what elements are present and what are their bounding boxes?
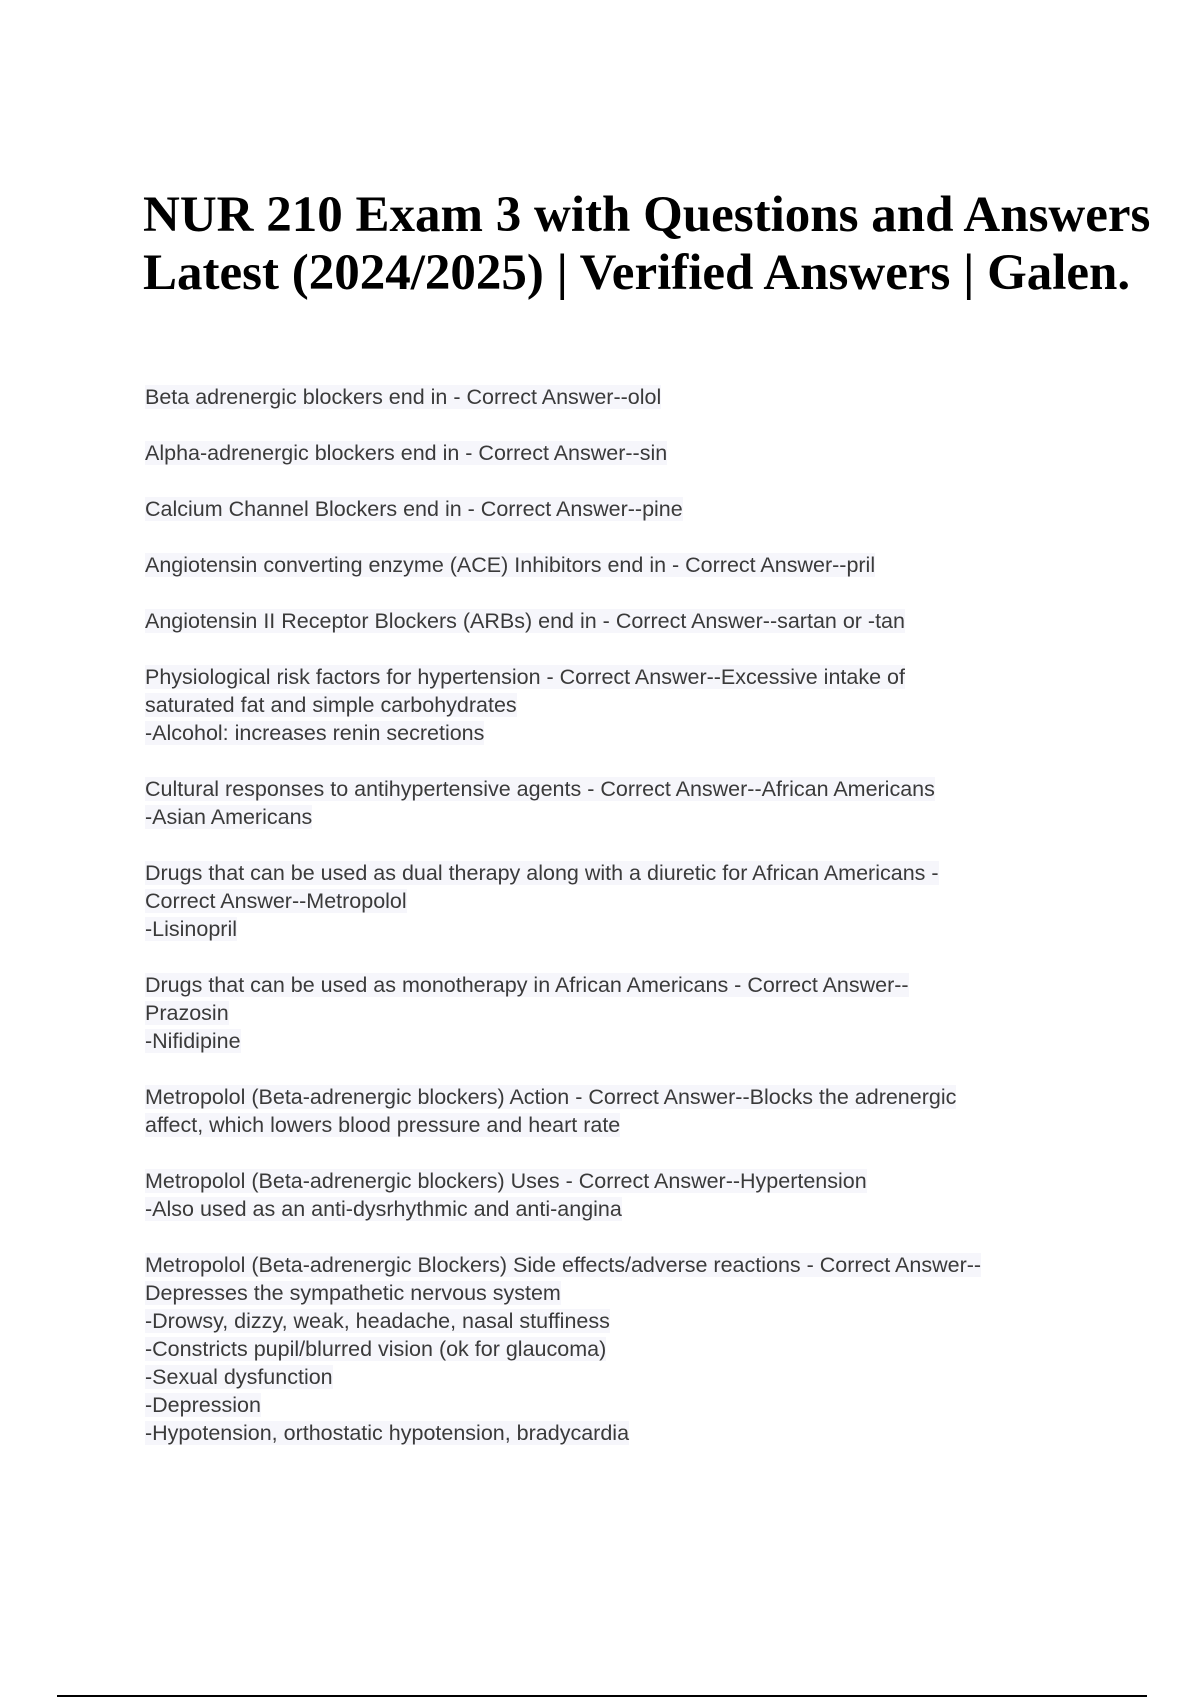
qa-line bbox=[145, 915, 1145, 943]
qa-line bbox=[145, 719, 1145, 747]
qa-answer-text: -Sexual dysfunction bbox=[145, 1365, 333, 1389]
qa-line bbox=[145, 495, 1145, 523]
qa-answer-text: -Alcohol: increases renin secretions bbox=[145, 721, 485, 745]
qa-line bbox=[145, 439, 1145, 467]
qa-line bbox=[145, 1167, 1145, 1195]
qa-answer-text: -Nifidipine bbox=[145, 1029, 241, 1053]
qa-answer-text: Prazosin bbox=[145, 1001, 229, 1025]
qa-question-text: Metropolol (Beta-adrenergic blockers) Action - Correct Answer--Blocks the adrenergic bbox=[145, 1085, 957, 1109]
qa-line bbox=[145, 859, 1145, 887]
qa-question-text: Drugs that can be used as monotherapy in African Americans - Correct Answer-- bbox=[145, 973, 909, 997]
qa-question-text: Calcium Channel Blockers end in - Correct Answer--pine bbox=[145, 497, 683, 521]
qa-line bbox=[145, 803, 1145, 831]
qa-answer-text: -Asian Americans bbox=[145, 805, 313, 829]
qa-answer-text: -Lisinopril bbox=[145, 917, 238, 941]
qa-answer-text: affect, which lowers blood pressure and heart rate bbox=[145, 1113, 621, 1137]
document-title-line: NUR 210 Exam 3 with Questions and Answers bbox=[143, 187, 1151, 243]
qa-list bbox=[145, 383, 1145, 1475]
qa-line bbox=[145, 1279, 1145, 1307]
qa-question-text: Beta adrenergic blockers end in - Correct Answer--olol bbox=[145, 385, 662, 409]
qa-item bbox=[145, 971, 1145, 1055]
qa-line bbox=[145, 1363, 1145, 1391]
qa-line bbox=[145, 887, 1145, 915]
qa-answer-text: -Depression bbox=[145, 1393, 261, 1417]
document-title-line: Latest (2024/2025) | Verified Answers | Galen. bbox=[143, 245, 1131, 301]
qa-item bbox=[145, 551, 1145, 579]
qa-line bbox=[145, 691, 1145, 719]
qa-question-text: Metropolol (Beta-adrenergic Blockers) Side effects/adverse reactions - Correct Answer-- bbox=[145, 1253, 982, 1277]
qa-item bbox=[145, 663, 1145, 747]
qa-answer-text: Correct Answer--Metropolol bbox=[145, 889, 407, 913]
qa-item bbox=[145, 1167, 1145, 1223]
qa-question-text: Metropolol (Beta-adrenergic blockers) Uses - Correct Answer--Hypertension bbox=[145, 1169, 867, 1193]
qa-line bbox=[145, 1335, 1145, 1363]
footer-divider bbox=[57, 1695, 1147, 1697]
qa-answer-text: saturated fat and simple carbohydrates bbox=[145, 693, 517, 717]
qa-question-text: Drugs that can be used as dual therapy along with a diuretic for African Americans - bbox=[145, 861, 939, 885]
qa-line bbox=[145, 1307, 1145, 1335]
qa-answer-text: Depresses the sympathetic nervous system bbox=[145, 1281, 561, 1305]
qa-answer-text: -Constricts pupil/blurred vision (ok for glaucoma) bbox=[145, 1337, 607, 1361]
qa-line bbox=[145, 383, 1145, 411]
qa-item bbox=[145, 383, 1145, 411]
qa-line bbox=[145, 663, 1145, 691]
qa-item bbox=[145, 1083, 1145, 1139]
qa-line bbox=[145, 999, 1145, 1027]
qa-line bbox=[145, 1391, 1145, 1419]
qa-item bbox=[145, 607, 1145, 635]
qa-question-text: Physiological risk factors for hypertension - Correct Answer--Excessive intake of bbox=[145, 665, 905, 689]
qa-item bbox=[145, 439, 1145, 467]
qa-question-text: Alpha-adrenergic blockers end in - Correct Answer--sin bbox=[145, 441, 668, 465]
qa-answer-text: -Also used as an anti-dysrhythmic and anti-angina bbox=[145, 1197, 622, 1221]
qa-item bbox=[145, 1251, 1145, 1447]
qa-line bbox=[145, 775, 1145, 803]
qa-line bbox=[145, 1111, 1145, 1139]
qa-answer-text: -Hypotension, orthostatic hypotension, bradycardia bbox=[145, 1421, 630, 1445]
qa-answer-text: -Drowsy, dizzy, weak, headache, nasal stuffiness bbox=[145, 1309, 610, 1333]
qa-question-text: Angiotensin II Receptor Blockers (ARBs) end in - Correct Answer--sartan or -tan bbox=[145, 609, 905, 633]
qa-line bbox=[145, 1251, 1145, 1279]
qa-item bbox=[145, 495, 1145, 523]
qa-line bbox=[145, 1027, 1145, 1055]
qa-line bbox=[145, 1195, 1145, 1223]
document-title bbox=[143, 186, 1183, 302]
qa-line bbox=[145, 551, 1145, 579]
qa-line bbox=[145, 607, 1145, 635]
qa-line bbox=[145, 1083, 1145, 1111]
qa-item bbox=[145, 775, 1145, 831]
qa-line bbox=[145, 1419, 1145, 1447]
qa-question-text: Angiotensin converting enzyme (ACE) Inhibitors end in - Correct Answer--pril bbox=[145, 553, 876, 577]
qa-line bbox=[145, 971, 1145, 999]
qa-question-text: Cultural responses to antihypertensive agents - Correct Answer--African Americans bbox=[145, 777, 935, 801]
qa-item bbox=[145, 859, 1145, 943]
